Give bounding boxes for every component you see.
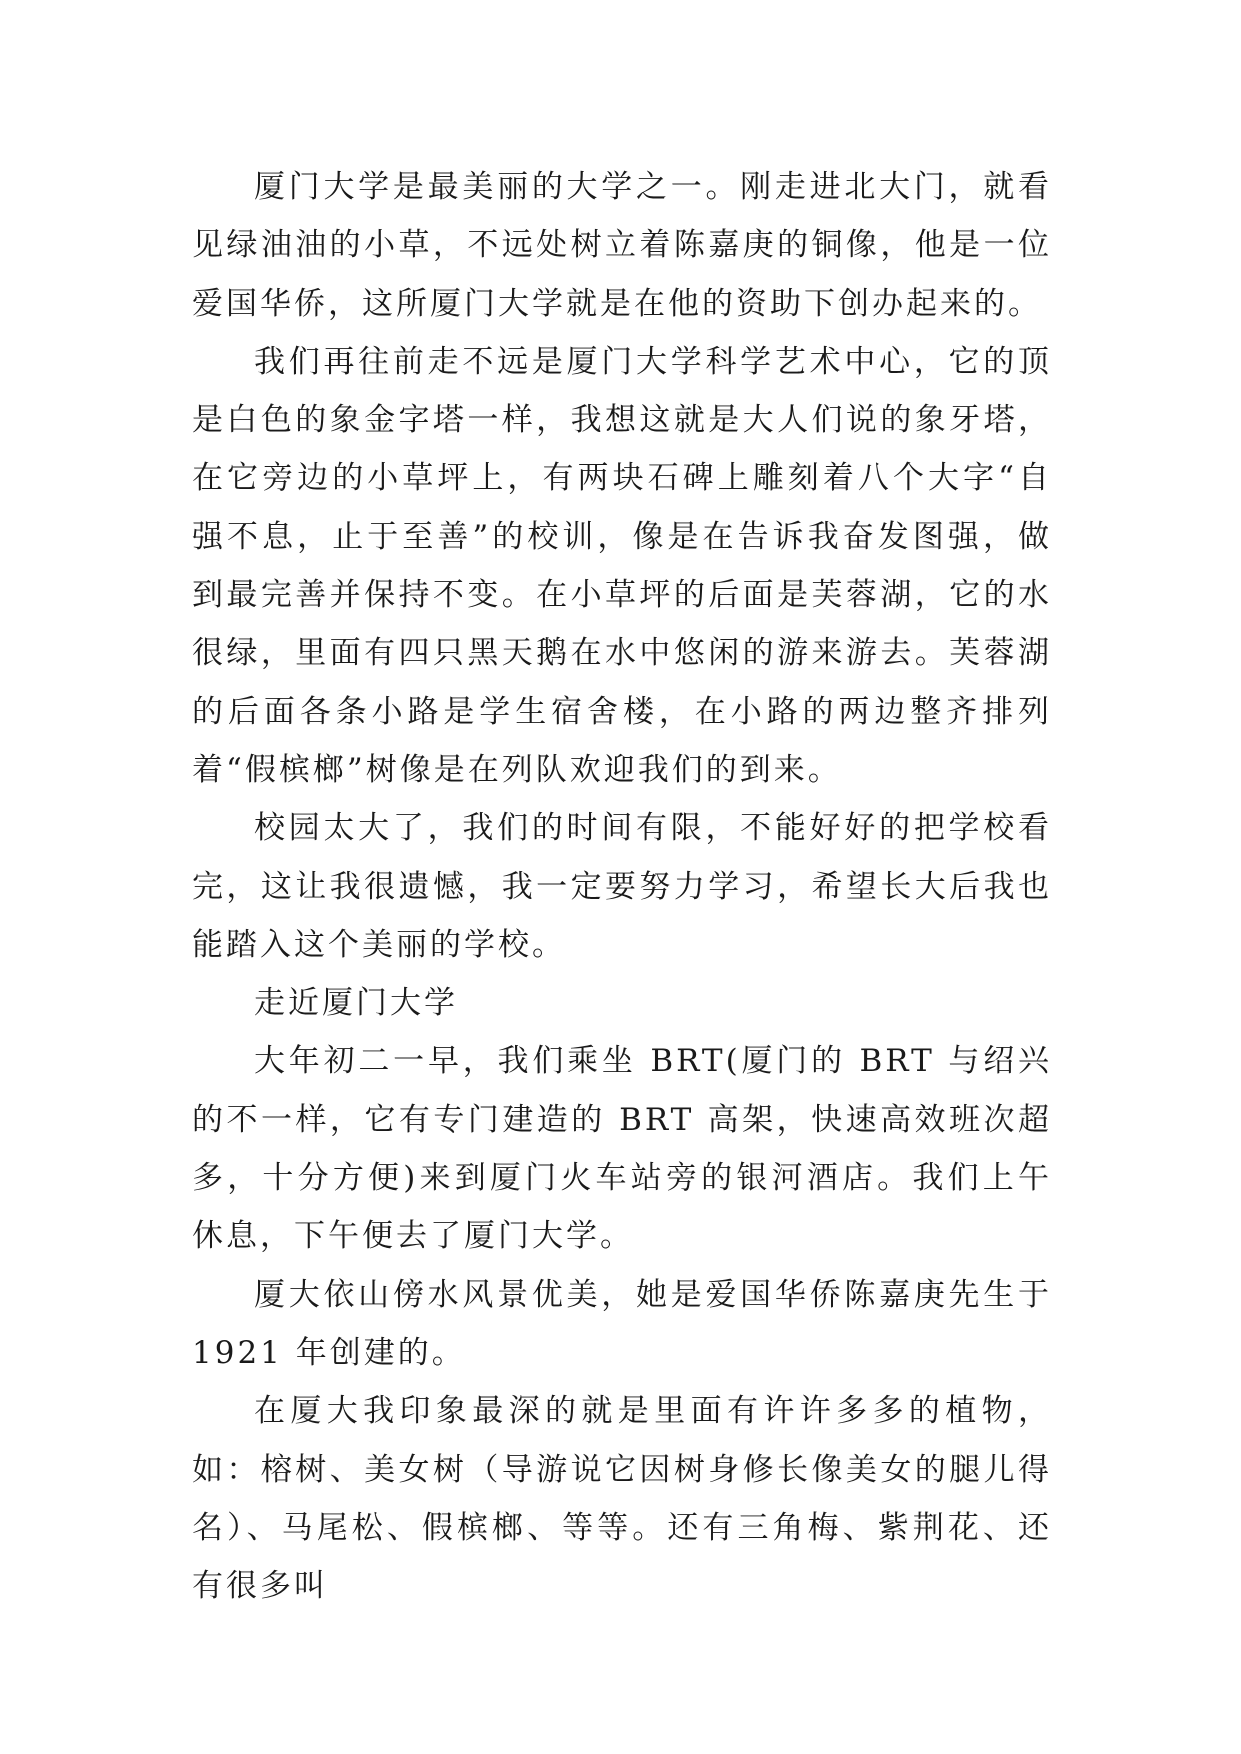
paragraph-science-art-center: 我们再往前走不远是厦门大学科学艺术中心，它的顶是白色的象金字塔一样，我想这就是大人们说的象牙塔，在它旁边的小草坪上，有两块石碑上雕刻着八个大字“自强不息，止于至善”的校训，像是在告诉我奋发图强，做到最完善并保持不变。在小草坪的后面是芙蓉湖，它的水很绿，里面有四只黑天鹅在水中悠闲的游来游去。芙蓉湖的后面各条小路是学生宿舍楼，在小路的两边整齐排列着“假槟榔”树像是在列队欢迎我们的到来。 bbox=[192, 343, 1052, 788]
paragraph-campus-regret: 校园太大了，我们的时间有限，不能好好的把学校看完，这让我很遗憾，我一定要努力学习，希望长大后我也能踏入这个美丽的学校。 bbox=[192, 810, 1052, 963]
paragraph-plants: 在厦大我印象最深的就是里面有许许多多的植物，如：榕树、美女树（导游说它因树身修长像美女的腿儿得名）、马尾松、假槟榔、等等。还有三角梅、紫荆花、还有很多叫 bbox=[192, 1393, 1052, 1605]
section-heading: 走近厦门大学 bbox=[254, 985, 458, 1022]
paragraph-brt-trip: 大年初二一早，我们乘坐 BRT(厦门的 BRT 与绍兴的不一样，它有专门建造的 BRT 高架，快速高效班次超多，十分方便)来到厦门火车站旁的银河酒店。我们上午休息，下午便去了厦门大学。 bbox=[192, 1043, 1052, 1255]
paragraph-xiamen-university-intro: 厦门大学是最美丽的大学之一。刚走进北大门，就看见绿油油的小草，不远处树立着陈嘉庚的铜像，他是一位爱国华侨，这所厦门大学就是在他的资助下创办起来的。 bbox=[192, 169, 1052, 322]
article-body bbox=[192, 158, 1052, 1615]
paragraph-founding: 厦大依山傍水风景优美，她是爱国华侨陈嘉庚先生于1921 年创建的。 bbox=[192, 1276, 1052, 1371]
